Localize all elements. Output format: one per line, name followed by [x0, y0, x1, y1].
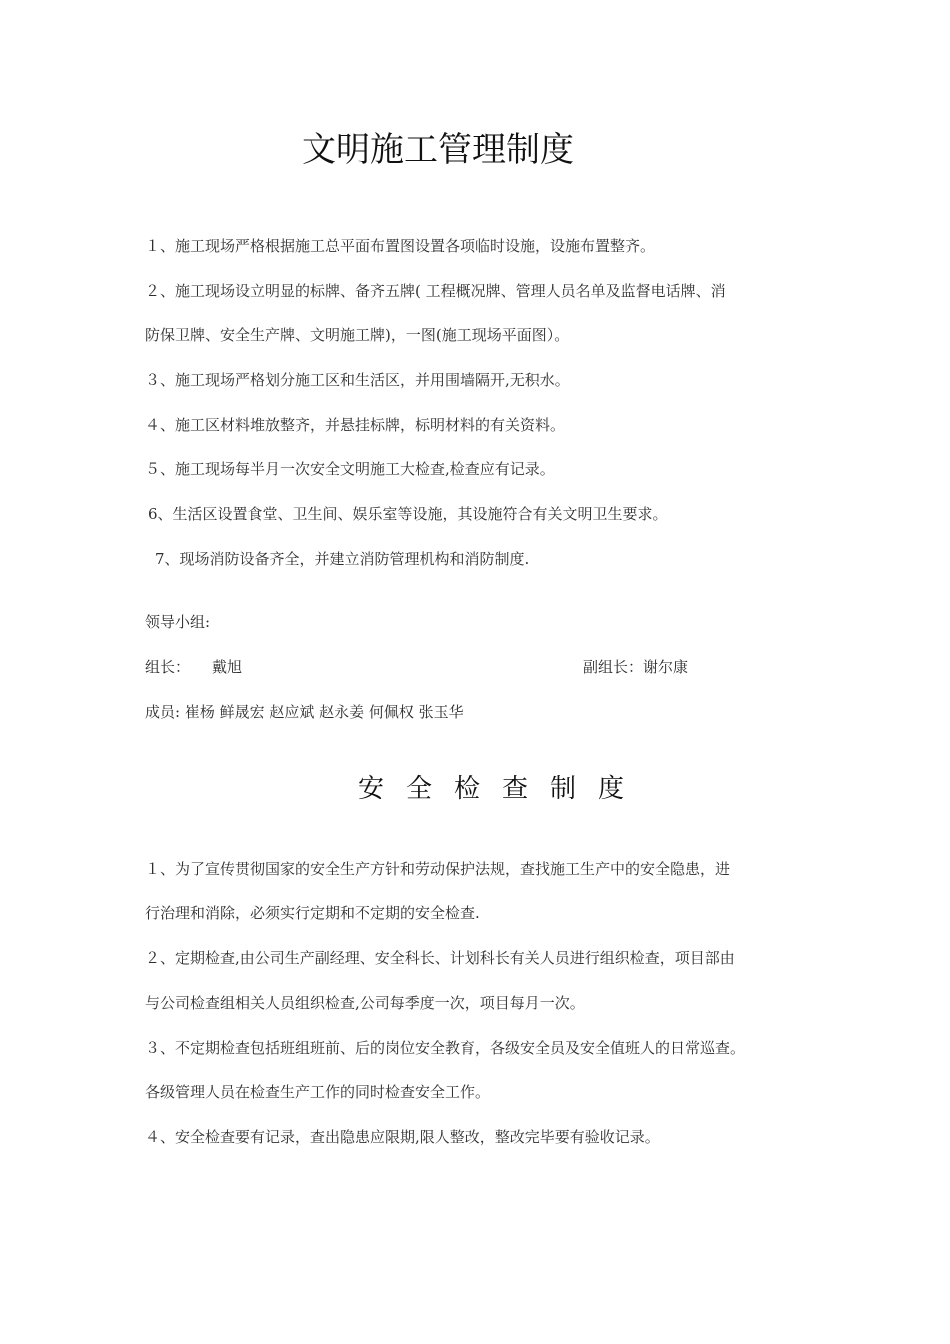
rule-2-continued: 防保卫牌、安全生产牌、文明施工牌)，一图(施工现场平面图）。: [145, 326, 570, 344]
title-safety-inspection: 安全检查制度: [358, 774, 647, 804]
team-leader-label: 组长：: [145, 658, 191, 676]
rule-1: １、施工现场严格根据施工总平面布置图设置各项临时设施，设施布置整齐。: [145, 237, 656, 255]
safety-rule-1-continued: 行治理和消除，必须实行定期和不定期的安全检查.: [145, 904, 480, 922]
safety-rule-3: ３、不定期检查包括班组班前、后的岗位安全教育，各级安全员及安全值班人的日常巡查。: [145, 1039, 746, 1057]
rule-6: 6、生活区设置食堂、卫生间、娱乐室等设施，其设施符合有关文明卫生要求。: [148, 505, 668, 523]
safety-rule-4: ４、安全检查要有记录，查出隐患应限期,限人整改，整改完毕要有验收记录。: [145, 1128, 660, 1146]
team-members: 成员: 崔杨 鲜晟宏 赵应斌 赵永姜 何佩权 张玉华: [145, 703, 464, 721]
safety-rule-1: １、为了宣传贯彻国家的安全生产方针和劳动保护法规，查找施工生产中的安全隐患，进: [145, 860, 731, 878]
safety-rule-3-continued: 各级管理人员在检查生产工作的同时检查安全工作。: [145, 1083, 491, 1101]
rule-7: 7、现场消防设备齐全，并建立消防管理机构和消防制度.: [155, 550, 530, 568]
rule-5: ５、施工现场每半月一次安全文明施工大检查,检查应有记录。: [145, 460, 555, 478]
team-leader-name: 戴旭: [212, 658, 243, 676]
title-civilized-construction: 文明施工管理制度: [302, 130, 574, 170]
rule-3: ３、施工现场严格划分施工区和生活区，并用围墙隔开,无积水。: [145, 371, 570, 389]
rule-2: ２、施工现场设立明显的标牌、备齐五牌( 工程概况牌、管理人员名单及监督电话牌、消: [145, 282, 726, 300]
safety-rule-2-continued: 与公司检查组相关人员组织检查,公司每季度一次，项目每月一次。: [145, 994, 585, 1012]
rule-4: ４、施工区材料堆放整齐，并悬挂标牌，标明材料的有关资料。: [145, 416, 566, 434]
team-deputy: 副组长：谢尔康: [583, 658, 689, 676]
team-heading: 领导小组:: [145, 613, 211, 631]
safety-rule-2: ２、定期检查,由公司生产副经理、安全科长、计划科长有关人员进行组织检查，项目部由: [145, 949, 735, 967]
